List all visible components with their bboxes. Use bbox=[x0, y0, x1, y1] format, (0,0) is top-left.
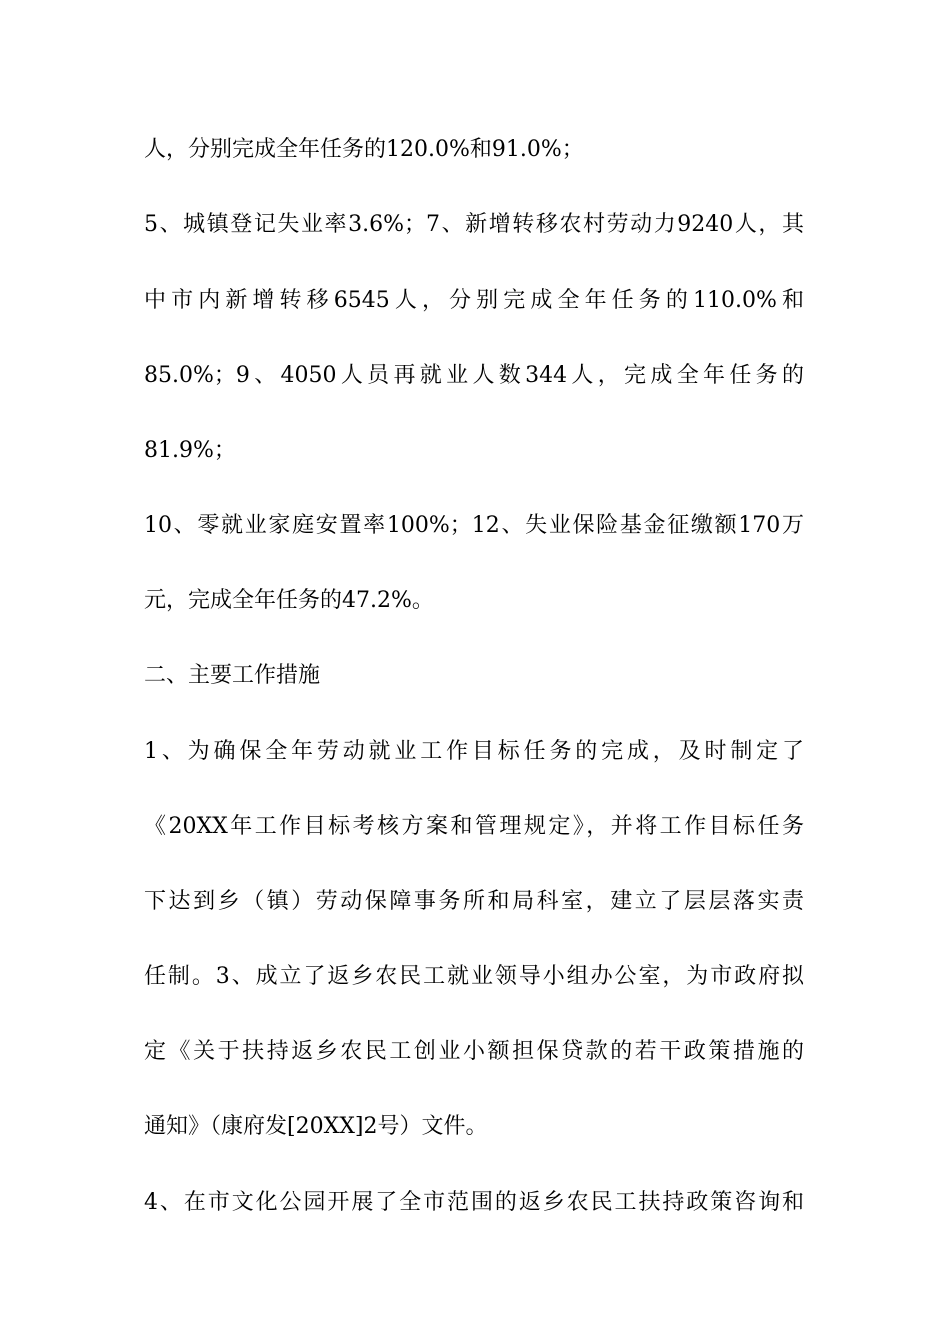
text-line-3: 中市内新增转移6545人，分别完成全年任务的110.0%和 bbox=[144, 288, 804, 313]
text-line-12: 任制。3、成立了返乡农民工就业领导小组办公室，为市政府拟 bbox=[144, 964, 804, 989]
text-line-4: 85.0%；9、4050人员再就业人数344人，完成全年任务的 bbox=[144, 363, 804, 388]
text-line-5: 81.9%； bbox=[144, 438, 236, 463]
section-heading: 二、主要工作措施 bbox=[144, 663, 321, 688]
text-line-10: 《20XX年工作目标考核方案和管理规定》，并将工作目标任务 bbox=[144, 814, 804, 839]
text-line-6: 10、零就业家庭安置率100%；12、失业保险基金征缴额170万 bbox=[144, 513, 804, 538]
text-line-1: 人，分别完成全年任务的120.0%和91.0%； bbox=[144, 137, 584, 162]
text-line-2: 5、城镇登记失业率3.6%；7、新增转移农村劳动力9240人，其 bbox=[144, 212, 804, 237]
text-line-13: 定《关于扶持返乡农民工创业小额担保贷款的若干政策措施的 bbox=[144, 1039, 804, 1064]
text-line-7: 元，完成全年任务的47.2%。 bbox=[144, 588, 434, 613]
text-line-9: 1、为确保全年劳动就业工作目标任务的完成，及时制定了 bbox=[144, 739, 804, 764]
text-line-14: 通知》（康府发[20XX]2号）文件。 bbox=[144, 1114, 488, 1139]
text-line-11: 下达到乡（镇）劳动保障事务所和局科室，建立了层层落实责 bbox=[144, 889, 804, 914]
text-line-15: 4、在市文化公园开展了全市范围的返乡农民工扶持政策咨询和 bbox=[144, 1190, 804, 1215]
